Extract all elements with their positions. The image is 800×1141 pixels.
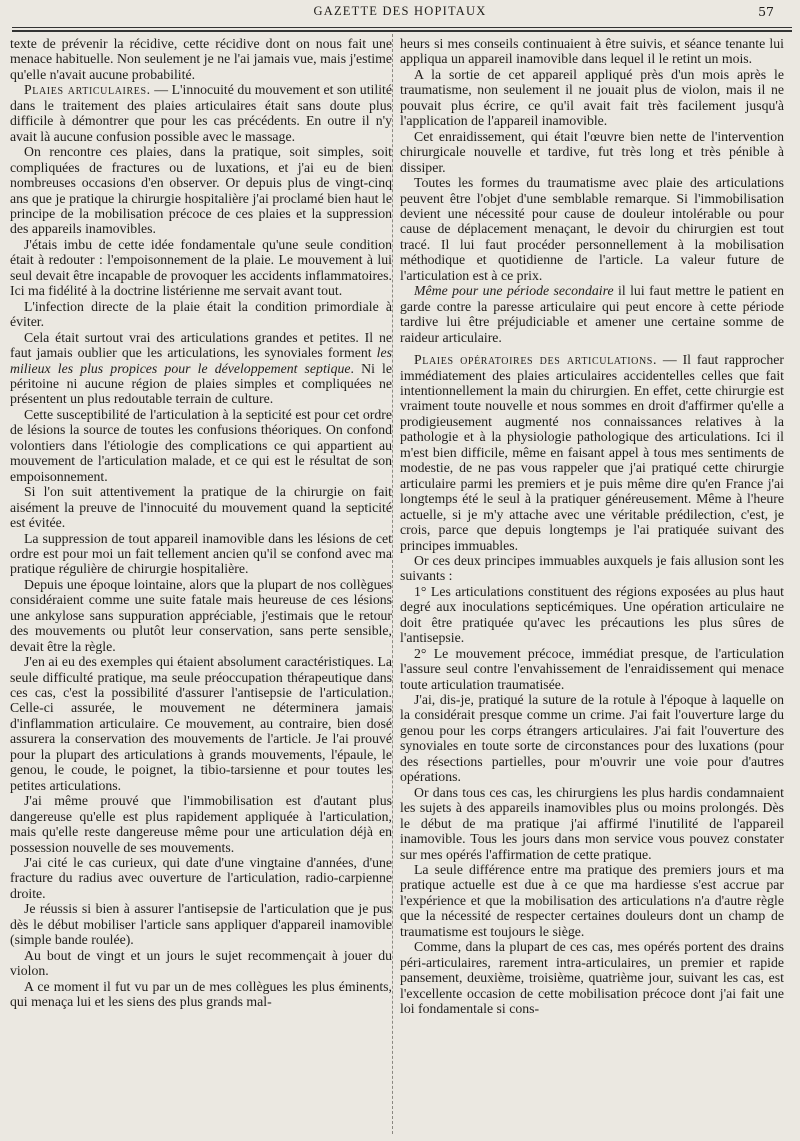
paragraph xyxy=(10,36,392,82)
header-rule-thin xyxy=(12,27,792,28)
paragraph-text: J'ai même prouvé que l'immobilisation est d'autant plus dangereuse qu'elle est plus rapidement appliquée à l'articulation, mais qu'elle reste dangereuse même pour une articulation déjà en possession nouvelle de ses mouvements. xyxy=(10,793,392,855)
paragraph xyxy=(10,484,392,530)
paragraph xyxy=(10,855,392,901)
paragraph-text: 1° Les articulations constituent des régions exposées au plus haut degré aux inoculations septicémiques. Une opération articulaire ne doit être pratiquée qu'avec les précautions les plus sûres de l'antisepsie. xyxy=(400,583,784,646)
paragraph-text: Au bout de vingt et un jours le sujet recommençait à jouer du violon. xyxy=(10,947,392,979)
paragraph xyxy=(400,862,784,939)
paragraph-text: Or ces deux principes immuables auxquels je fais allusion sont les suivants : xyxy=(400,552,784,584)
paragraph xyxy=(400,36,784,67)
paragraph-text: Depuis une époque lointaine, alors que la plupart de nos collègues considéraient comme une suite fatale mais heureuse de ces lésions une ankylose sans suppuration appréciable, j'estimais que le retour des mouvements ou plutôt leur conservation, sans perte sensible, devait être la règle. xyxy=(10,576,392,654)
paragraph-text: L'infection directe de la plaie était la condition primordiale à éviter. xyxy=(10,298,392,330)
paragraph xyxy=(10,144,392,237)
section-gap xyxy=(400,345,784,352)
paragraph xyxy=(400,939,784,1016)
paragraph-text: A ce moment il fut vu par un de mes collègues les plus éminents, qui menaça lui et les siens des plus grands mal- xyxy=(10,978,392,1010)
paragraph-text: A la sortie de cet appareil appliqué près d'un mois après le traumatisme, non seulement il ne jouait plus de violon, mais il ne pouvait plus écrire, ce qu'il avait fait très facilement jusqu'à l'application de l'appareil inamovible. xyxy=(400,66,784,129)
paragraph-text: Cela était surtout vrai des articulations grandes et petites. Il ne faut jamais oublier que les articulations, les synoviales forment xyxy=(10,329,392,361)
paragraph xyxy=(10,330,392,407)
paragraph xyxy=(400,129,784,175)
paragraph-text: Toutes les formes du traumatisme avec plaie des articulations peuvent être l'objet d'une semblable remarque. Si l'immobilisation devient une nécessité pour cause de douleur intolérable ou pour cause de déplacement menaçant, le devoir du chirurgien est tout tracé. Il lui faut procéder personnellement à la mobilisation méthodique et quotidienne de l'article. La valeur future de l'articulation est à ce prix. xyxy=(400,175,784,283)
paragraph-text: Si l'on suit attentivement la pratique de la chirurgie on fait aisément la preuve de l'innocuité du mouvement quand la septicité est évitée. xyxy=(10,484,392,531)
paragraph xyxy=(10,237,392,299)
paragraph xyxy=(400,175,784,283)
paragraph-text: il lui faut mettre le patient en garde contre la paresse articulaire qui peut encore à cette période tardive lui être préjudiciable et amener une certaine somme de raideur articulaire. xyxy=(400,283,784,345)
paragraph xyxy=(10,979,392,1010)
journal-title: GAZETTE DES HOPITAUX xyxy=(313,4,487,18)
paragraph xyxy=(400,553,784,584)
paragraph-text: La seule différence entre ma pratique des premiers jours et ma pratique actuelle est due à ce que ma hardiesse s'est accrue par l'expérience et que la mobilisation des articulations n'a d'autre règle que la nécessité de respecter certaines douleurs dont un champ de traumatisme est toujours le siège. xyxy=(400,862,784,939)
paragraph-text: Cette susceptibilité de l'articulation à la septicité est pour cet ordre de lésions la source de toutes les confusions théoriques. On confond volontiers dans l'étiologie des complications ce qui appartient au mouvement de l'articulation malade, et ce qui est le résultat de son empoisonnement. xyxy=(10,406,392,484)
paragraph xyxy=(10,948,392,979)
paragraph xyxy=(400,67,784,129)
paragraph-text: Cet enraidissement, qui était l'œuvre bien nette de l'intervention chirurgicale nouvelle et tardive, fut très long et très pénible à dissiper. xyxy=(400,128,784,175)
paragraph-text: . Ni le péritoine ni aucune région de plaies simples et compliquées ne présentent un plus redoutable terrain de culture. xyxy=(10,360,392,407)
paragraph xyxy=(10,299,392,330)
paragraph-text: — L'innocuité du mouvement et son utilité dans le traitement des plaies articulaires était sans doute plus difficile à démontrer que pour les cas précédents. En outre il n'y avait là aucune confusion possible avec le massage. xyxy=(10,82,392,144)
paragraph-text: On rencontre ces plaies, dans la pratique, soit simples, soit compliquées de fractures ou de luxations, et j'ai eu de bien nombreuses occasions d'en observer. Or depuis plus de vingt-cinq ans que je pratique la chirurgie hospitalière j'ai proclamé bien haut le principe de la mobilisation précoce de ces plaies et la suppression des appareils inamovibles. xyxy=(10,144,392,237)
paragraph-text: J'ai, dis-je, pratiqué la suture de la rotule à l'époque à laquelle on la considérait presque comme un crime. J'ai fait l'ouverture large du genou pour les corps étrangers articulaires. J'ai fait l'ouverture des synoviales en toute sorte de circonstances pour des luxations (pour des résections partielles, pour m'ouvrir une voie pour d'autres opérations. xyxy=(400,692,784,785)
paragraph xyxy=(400,692,784,785)
paragraph-text: Je réussis si bien à assurer l'antisepsie de l'articulation que je pus dès le début mobiliser l'article sans appliquer d'appareil inamovible (simple bande roulée). xyxy=(10,901,392,948)
paragraph-text: 2° Le mouvement précoce, immédiat presque, de l'articulation l'assure seul contre l'envahissement de l'enraidissement qui menace toute articulation traumatisée. xyxy=(400,645,784,692)
paragraph xyxy=(10,793,392,855)
paragraph xyxy=(10,654,392,793)
paragraph xyxy=(10,901,392,947)
paragraph xyxy=(10,407,392,484)
italic-emphasis: Même pour une période secondaire xyxy=(414,283,614,299)
header-rule-thick xyxy=(12,30,792,32)
paragraph xyxy=(400,352,784,553)
paragraph-text: texte de prévenir la récidive, cette récidive dont on nous fait une menace habituelle. Non seulement je ne l'ai jamais vue, mais j'estime qu'elle n'avait aucune probabilité. xyxy=(10,36,392,82)
right-column xyxy=(400,36,784,1132)
paragraph xyxy=(400,785,784,862)
section-heading: Plaies opératoires des articulations. xyxy=(414,352,657,368)
paragraph xyxy=(10,82,392,144)
paragraph-text: J'étais imbu de cette idée fondamentale qu'une seule condition était à redouter : l'empoisonnement de la plaie. Le mouvement à lui seul devait être incapable de provoquer les accidents inflammatoires. Ici ma fidélité à la doctrine listérienne me servait avant tout. xyxy=(10,236,392,299)
left-column xyxy=(10,36,392,1132)
paragraph xyxy=(400,584,784,646)
paragraph-text: J'ai cité le cas curieux, qui date d'une vingtaine d'années, d'une fracture du radius avec ouverture de l'articulation, radio-carpienne droite. xyxy=(10,855,392,901)
paragraph xyxy=(400,283,784,345)
running-header xyxy=(12,0,788,30)
column-divider xyxy=(392,34,393,1134)
italic-emphasis: les milieux les plus propices pour le développement septique xyxy=(10,345,392,376)
paragraph-text: heurs si mes conseils continuaient à être suivis, et séance tenante lui appliqua un appareil inamovible dans lequel il le retint un mois. xyxy=(400,36,784,67)
paragraph xyxy=(400,646,784,692)
paragraph xyxy=(10,577,392,654)
paragraph-text: J'en ai eu des exemples qui étaient absolument caractéristiques. La seule difficulté pratique, ma seule préoccupation thérapeutique dans ces cas, c'est la possibilité d'assurer l'antisepsie de l'articulation. Celle-ci assurée, le mouvement ne déterminera jamais d'inflammation articulaire. Ce mouvement, au contraire, bien dosé assurera la conservation des mouvements de l'article. Je l'ai prouvé pour la plupart des articulations à grands mouvements, l'épaule, le genou, le coude, le poignet, la tibio-tarsienne et pour toutes les petites articulations. xyxy=(10,654,392,793)
section-heading: Plaies articulaires. xyxy=(24,82,151,98)
page-number: 57 xyxy=(758,4,774,19)
paragraph-text: Or dans tous ces cas, les chirurgiens les plus hardis condamnaient les sujets à des appareils inamovibles plus ou moins prolongés. Dès le début de ma pratique j'ai affirmé l'inutilité de l'appareil inamovible. Tous les jours dans mon service vous pouvez constater sur mes opérés l'affirmation de cette pratique. xyxy=(400,784,784,862)
paragraph xyxy=(10,531,392,577)
paragraph-text: Comme, dans la plupart de ces cas, mes opérés portent des drains péri-articulaires, rarement intra-articulaires, un premier et rapide pansement, deuxième, troisième, quatrième jour, suivant les cas, est l'excellente occasion de cette mobilisation précoce dont j'ai fait une loi fondamentale si cons- xyxy=(400,939,784,1017)
paragraph-text: La suppression de tout appareil inamovible dans les lésions de cet ordre est pour moi un fait tellement ancien qu'il se confond avec ma pratique régulière de chirurgie hospitalière. xyxy=(10,530,392,577)
paragraph-text: — Il faut rapprocher immédiatement des plaies articulaires accidentelles celles que fait intentionnellement la main du chirurgien. En effet, cette chirurgie est vraiment toute nouvelle et nous sommes en droit d'affirmer qu'elle a prodigieusement augmenté nos connaissances relatives à la pathologie et à la physiologie pathologique des articulations. Ici il m'est bien difficile, même en faisant appel à tous mes sentiments de modestie, de ne pas vous rappeler que j'ai pratiqué cette chirurgie articulaire parmi les premiers et je puis même dire qu'en France j'ai longtemps été le seul à la pratiquer généreusement. Même à l'heure actuelle, si je m'y attache avec une véritable prédilection, c'est, je crois, parce que depuis longtemps je l'ai pratiquée suivant des principes immuables. xyxy=(400,352,784,553)
